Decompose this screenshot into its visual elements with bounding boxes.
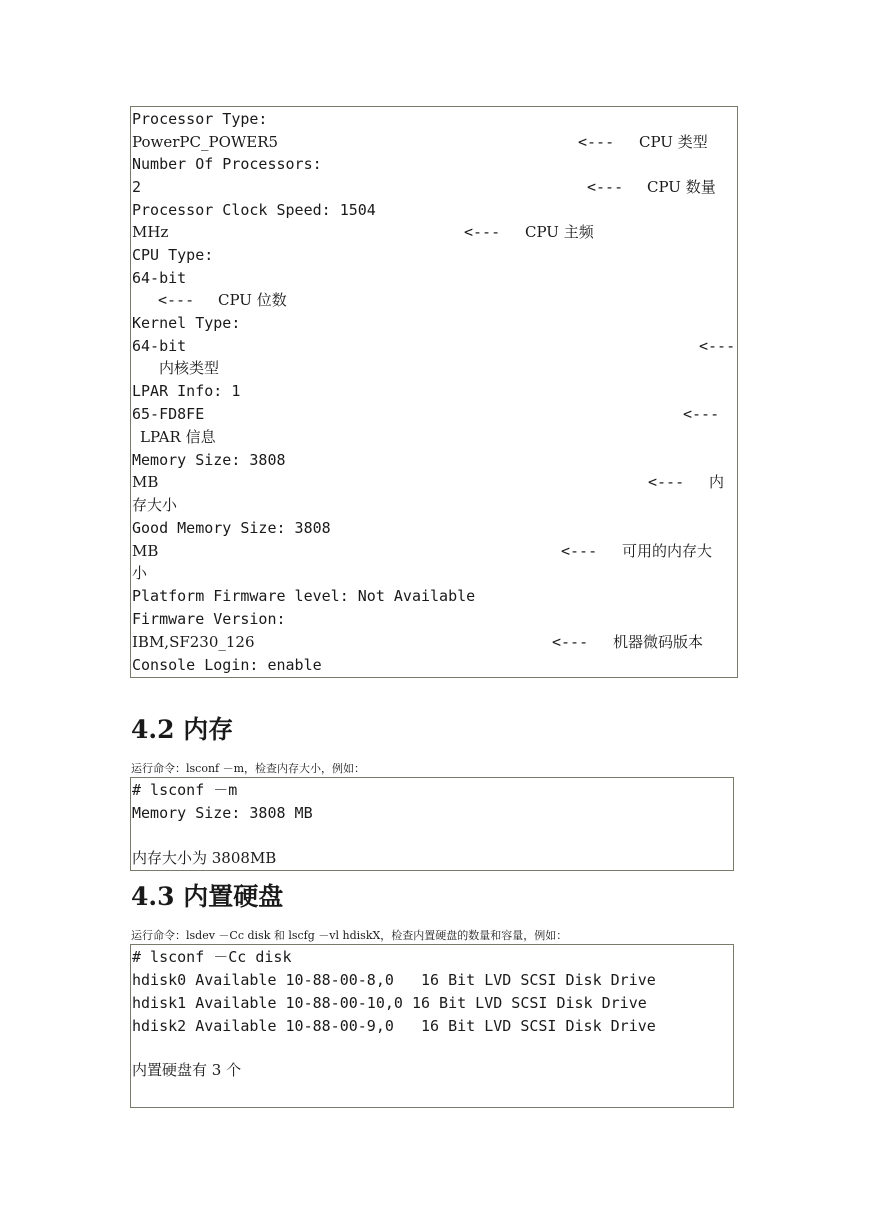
- text-line: Console Login: enable: [132, 656, 322, 674]
- system-info-box: [130, 106, 738, 678]
- arrow-marker: <---: [699, 337, 736, 355]
- output-line: Memory Size: 3808 MB: [132, 804, 313, 822]
- text-line: IBM,SF230_126: [132, 633, 255, 651]
- text-line: MHz: [132, 223, 169, 241]
- text-line: PowerPC_POWER5: [132, 133, 279, 151]
- annotation: CPU 主频: [525, 223, 594, 241]
- section-caption-disk: 运行命令：lsdev －Cc disk 和 lscfg －vl hdiskX，检查内置硬盘的数量和容量，例如：: [131, 929, 568, 942]
- arrow-marker: <---: [683, 405, 720, 423]
- annotation: LPAR 信息: [140, 428, 216, 446]
- arrow-marker: <---: [578, 133, 615, 151]
- memory-output-box: [130, 777, 734, 871]
- text-line: 2: [132, 178, 142, 196]
- section-heading-disk: 4.3 内置硬盘: [131, 882, 284, 911]
- annotation: 内: [709, 473, 725, 491]
- disk-row: hdisk1 Available 10-88-00-10,0 16 Bit LVD SCSI Disk Drive: [132, 994, 647, 1012]
- text-line: 64-bit: [132, 269, 187, 287]
- text-line: Firmware Version:: [132, 610, 286, 628]
- section-caption-memory: 运行命令：lsconf －m，检查内存大小，例如：: [131, 762, 366, 775]
- annotation: 机器微码版本: [613, 633, 704, 651]
- disk-row: hdisk0 Available 10-88-00-8,0 16 Bit LVD SCSI Disk Drive: [132, 971, 656, 989]
- annotation: CPU 位数: [218, 291, 287, 309]
- arrow-marker: <---: [464, 223, 501, 241]
- command-line: # lsconf －Cc disk: [132, 948, 292, 966]
- annotation: 内核类型: [159, 359, 220, 377]
- text-line: 64-bit: [132, 337, 187, 355]
- note-line: 内置硬盘有 3 个: [132, 1061, 242, 1079]
- annotation: CPU 数量: [647, 178, 716, 196]
- text-line: Processor Clock Speed: 1504: [132, 201, 376, 219]
- text-line: 65-FD8FE: [132, 405, 205, 423]
- text-line: MB: [132, 542, 159, 560]
- arrow-marker: <---: [158, 291, 195, 309]
- annotation: 可用的内存大: [622, 542, 713, 560]
- command-line: # lsconf －m: [132, 781, 238, 799]
- text-line: Platform Firmware level: Not Available: [132, 587, 476, 605]
- arrow-marker: <---: [561, 542, 598, 560]
- text-line: Kernel Type:: [132, 314, 241, 332]
- annotation: 存大小: [132, 496, 178, 514]
- arrow-marker: <---: [587, 178, 624, 196]
- arrow-marker: <---: [552, 633, 589, 651]
- text-line: MB: [132, 473, 159, 491]
- text-line: LPAR Info: 1: [132, 382, 241, 400]
- disk-output-box: [130, 944, 734, 1108]
- text-line: Memory Size: 3808: [132, 451, 286, 469]
- section-heading-memory: 4.2 内存: [131, 715, 234, 744]
- annotation: CPU 类型: [639, 133, 708, 151]
- text-line: Processor Type:: [132, 110, 268, 128]
- disk-row: hdisk2 Available 10-88-00-9,0 16 Bit LVD SCSI Disk Drive: [132, 1017, 656, 1035]
- annotation: 小: [132, 564, 148, 582]
- arrow-marker: <---: [648, 473, 685, 491]
- text-line: Good Memory Size: 3808: [132, 519, 331, 537]
- text-line: Number Of Processors:: [132, 155, 322, 173]
- note-line: 内存大小为 3808MB: [132, 849, 277, 867]
- text-line: CPU Type:: [132, 246, 214, 264]
